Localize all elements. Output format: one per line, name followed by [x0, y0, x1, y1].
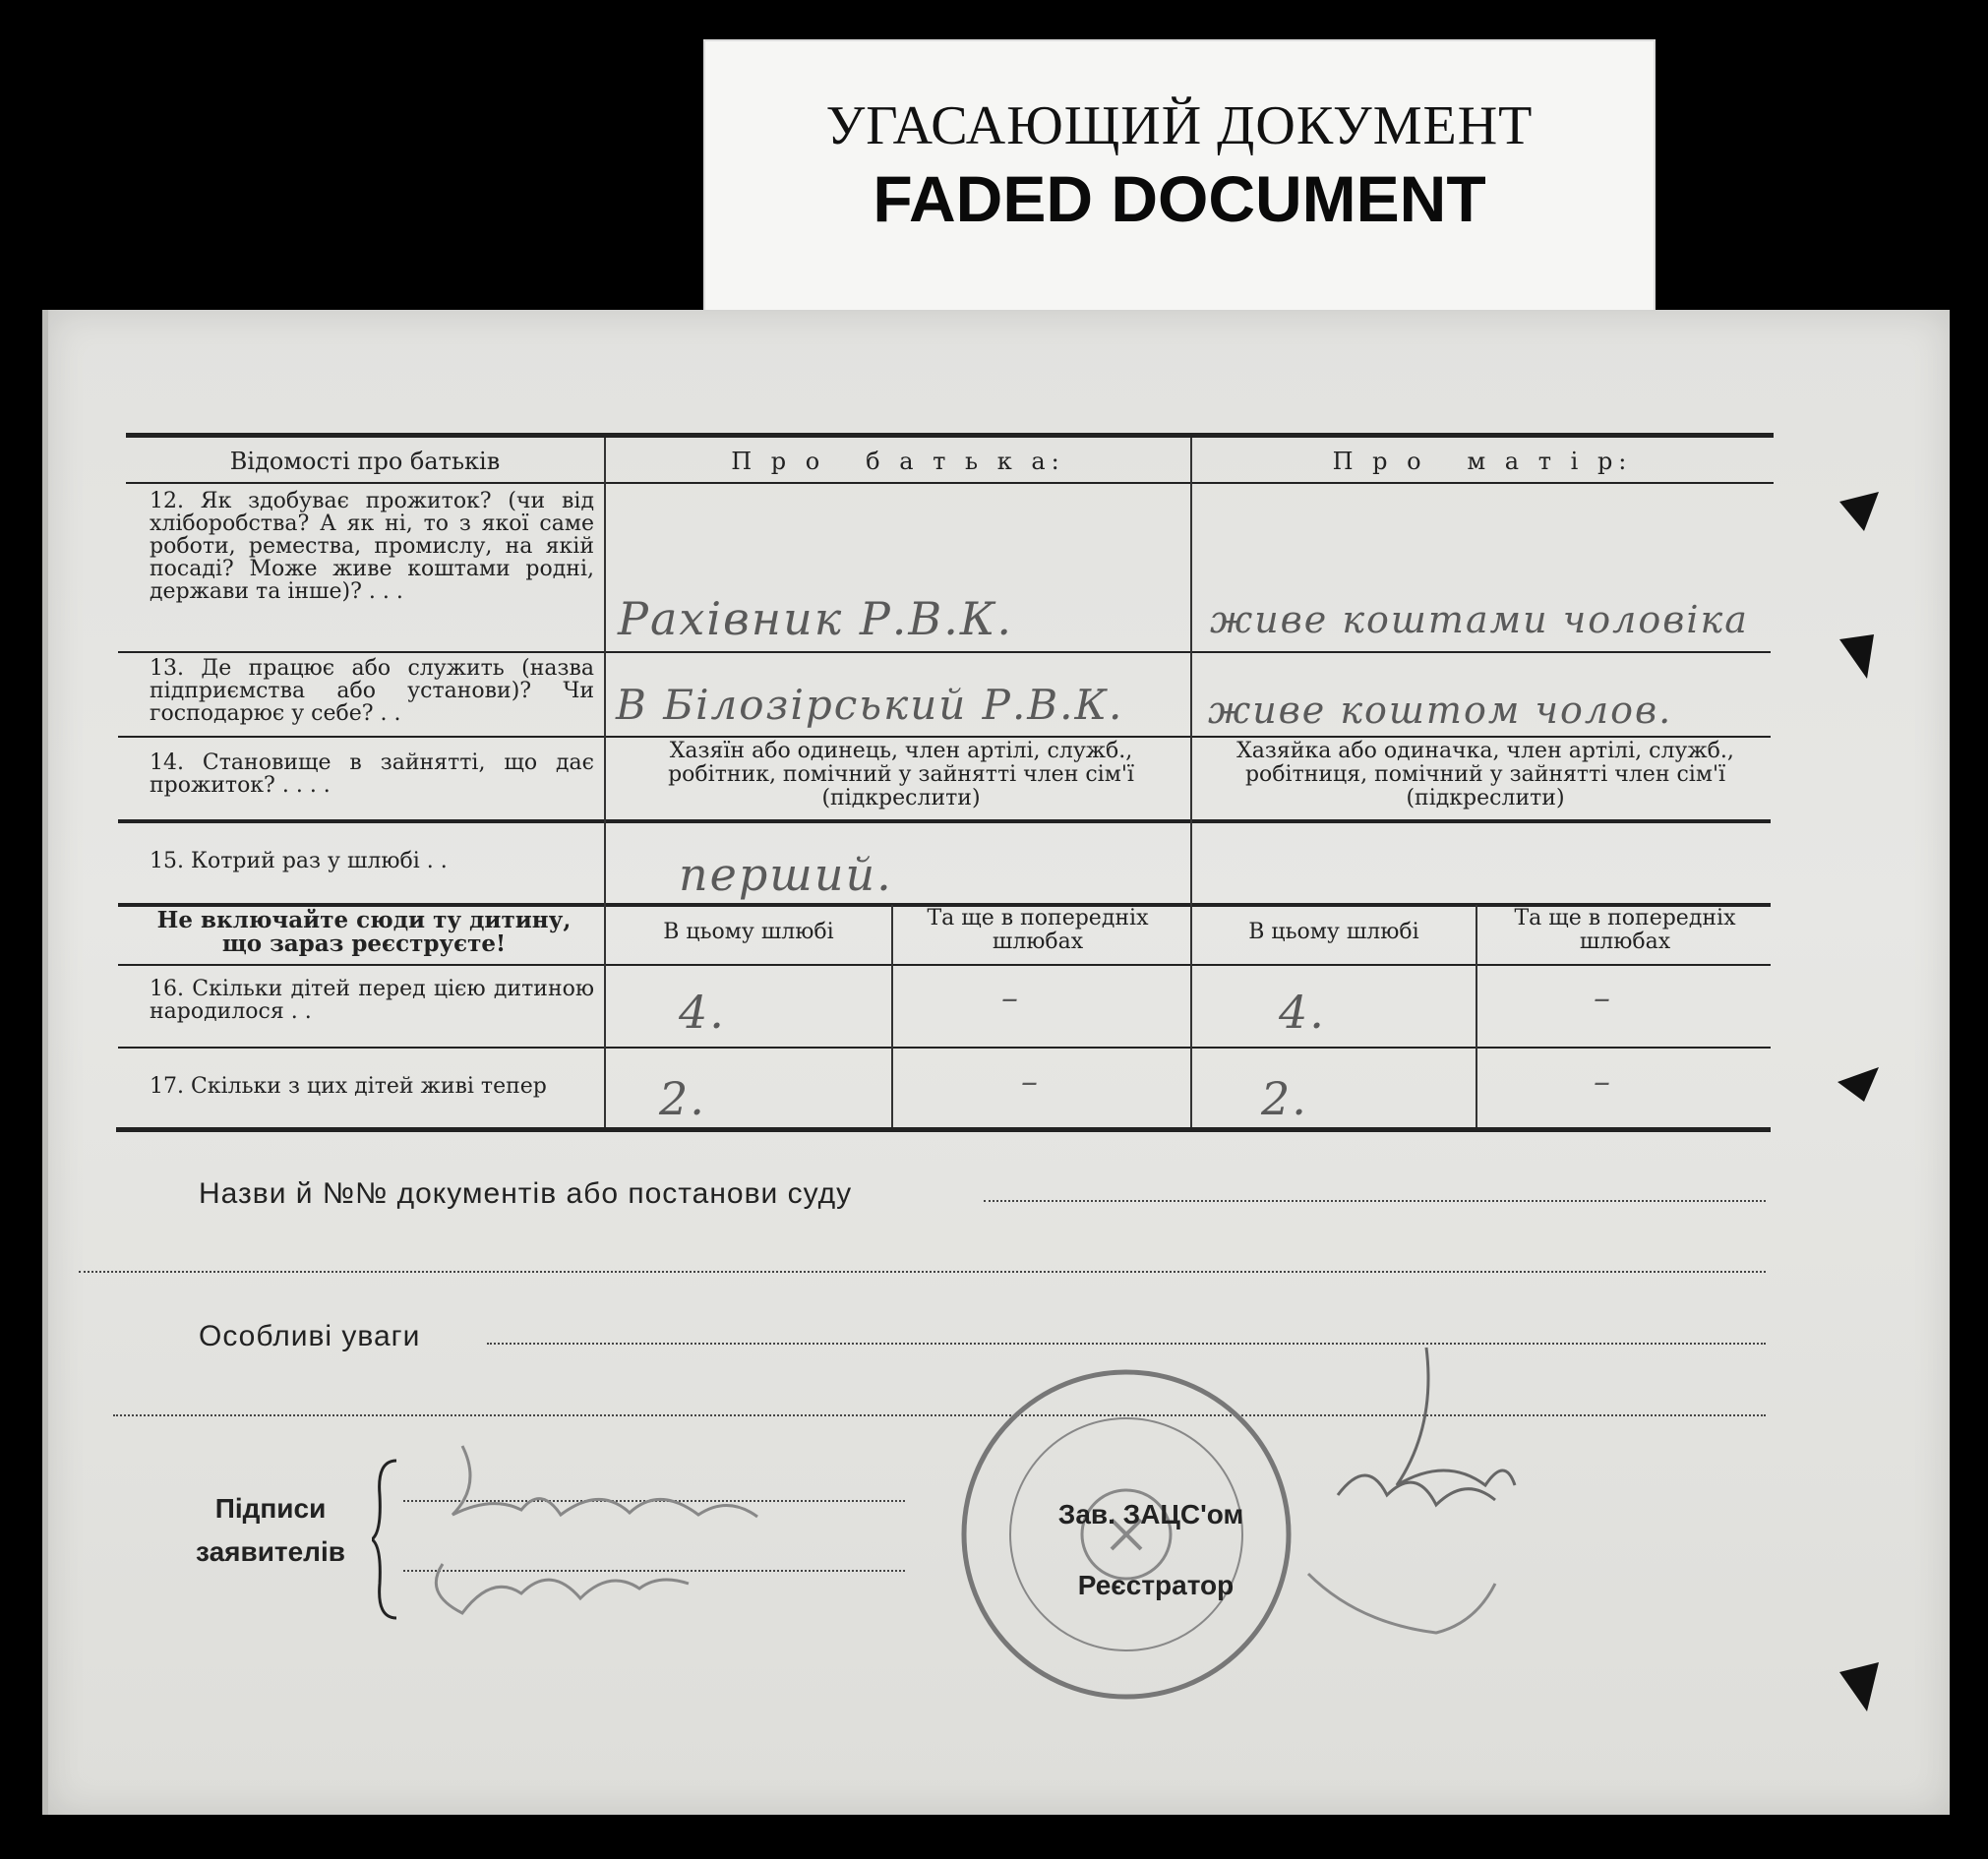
father-this-marriage-head: В цьому шлюбі — [663, 920, 834, 944]
row13-label: 13. Де працює або служить (назва підприємства або установи)? Чи господарює у себе? . . — [150, 656, 594, 726]
binding-mark — [1837, 1067, 1879, 1102]
row12-mother-value: живе коштами чоловіка — [1210, 598, 1749, 641]
row14-mother-options: Хазяйка або одиначка, член артілі, служб., робітниця, помічний у зайнятті член сім'ї (підкреслити) — [1236, 739, 1734, 810]
applicants-signatures-label — [177, 1487, 364, 1574]
notes-label: Особливі уваги — [199, 1320, 421, 1352]
header-col-info: Відомості про батьків — [229, 448, 501, 475]
table-top-rule — [126, 433, 1774, 438]
col-divider-4 — [1476, 905, 1477, 1127]
row17-father-this: 2. — [659, 1072, 706, 1125]
col-divider-1 — [604, 438, 606, 1127]
row12-father-value: Рахівник Р.В.К. — [618, 592, 1014, 645]
registrar-label: Реєстратор — [1077, 1570, 1235, 1600]
documents-line — [984, 1200, 1766, 1202]
row12-rule — [118, 651, 1771, 653]
documents-line-2 — [79, 1271, 1766, 1273]
banner-title-en: FADED DOCUMENT — [873, 162, 1486, 235]
row16-label: 16. Скільки дітей перед цією дитиною народилося . . — [150, 977, 594, 1024]
row16-mother-prev: – — [1594, 979, 1612, 1018]
applicant-signatures — [403, 1426, 816, 1643]
row12-label: 12. Як здобуває прожиток? (чи від хліборобства? А як ні, то з якої саме роботи, ремества, промислу, на якій посаді? Може живе коштами родні, держави та інше)? . . . — [150, 489, 594, 604]
mother-prev-marriages-head: Та ще в попередніх шлюбах — [1514, 906, 1736, 954]
applicants-label-line2: заявителів — [196, 1536, 345, 1567]
row14-rule — [118, 819, 1771, 823]
table-bottom-rule — [116, 1127, 1771, 1132]
banner-title-ru: УГАСАЮЩИЙ ДОКУМЕНТ — [825, 95, 1534, 156]
row14-father-options: Хазяїн або одинець, член артілі, служб., робітник, помічний у зайнятті член сім'ї (підкреслити) — [668, 739, 1134, 810]
faded-document-banner — [703, 39, 1656, 317]
row13-rule — [118, 736, 1771, 738]
header-col-father: П р о б а т ь к а: — [731, 448, 1065, 475]
row17-mother-prev: – — [1594, 1062, 1612, 1102]
row15-label: 15. Котрий раз у шлюбі . . — [150, 849, 448, 873]
mother-this-marriage-head: В цьому шлюбі — [1248, 920, 1419, 944]
row14-label: 14. Становище в зайнятті, що дає прожиток? . . . . — [150, 750, 594, 798]
binding-mark — [1839, 634, 1874, 679]
row16-rule — [118, 1047, 1771, 1049]
header-rule — [126, 482, 1774, 484]
children-note: Не включайте сюди ту дитину, що зараз реєструєте! — [156, 907, 572, 957]
row13-mother-value: живе коштом чолов. — [1208, 689, 1673, 732]
row15-father-value: перший. — [679, 848, 893, 901]
binding-mark — [1839, 492, 1879, 531]
row16-mother-this: 4. — [1279, 986, 1326, 1039]
row16-father-prev: – — [1001, 979, 1020, 1018]
official-signatures — [1279, 1338, 1535, 1662]
applicants-label-line1: Підписи — [214, 1493, 327, 1524]
col-divider-2 — [1190, 438, 1192, 1127]
binding-mark — [1839, 1662, 1879, 1711]
header-col-mother: П р о м а т і р: — [1332, 448, 1633, 475]
notes-line — [487, 1343, 1766, 1345]
father-prev-marriages-head: Та ще в попередніх шлюбах — [927, 906, 1149, 954]
head-of-registry-label: Зав. ЗАЦС'ом — [1057, 1499, 1244, 1529]
row17-father-prev: – — [1021, 1062, 1040, 1102]
col-divider-3 — [891, 905, 893, 1127]
row17-mother-this: 2. — [1261, 1072, 1308, 1125]
binding-marks — [1820, 492, 1898, 1731]
row13-father-value: В Білозірський Р.В.К. — [616, 681, 1124, 729]
row17-label: 17. Скільки з цих дітей живі тепер — [150, 1074, 547, 1099]
applicants-brace — [372, 1456, 401, 1623]
note-rule — [118, 964, 1771, 966]
row16-father-this: 4. — [679, 986, 726, 1039]
documents-label: Назви й №№ документів або постанови суду — [199, 1177, 853, 1210]
